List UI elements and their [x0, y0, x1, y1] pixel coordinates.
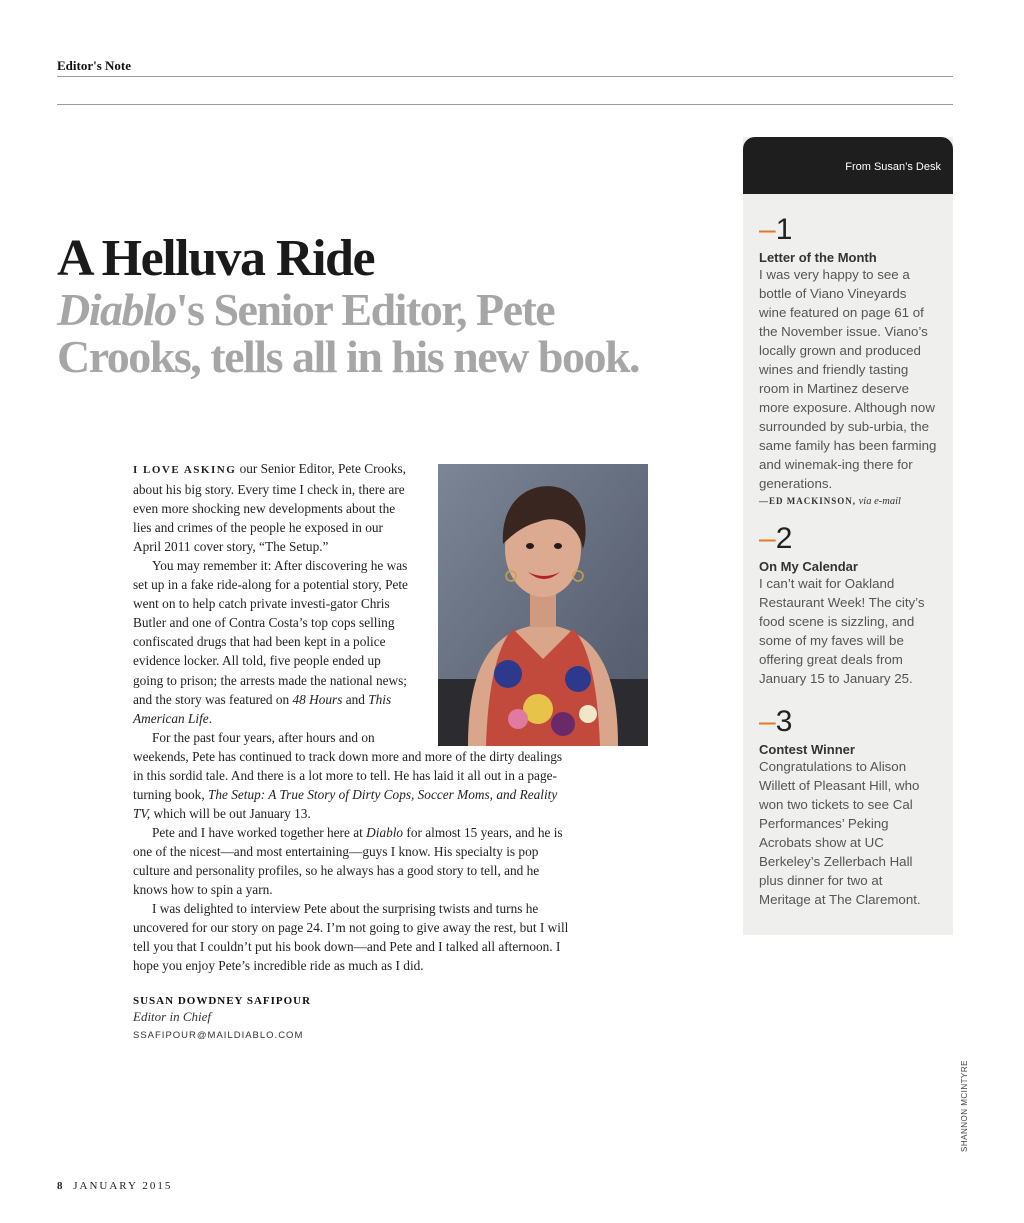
- page-footer: [57, 1180, 172, 1192]
- section-label: Editor's Note: [57, 58, 132, 73]
- lead-in: I LOVE ASKING: [133, 464, 237, 476]
- item-text: I was very happy to see a bottle of Viano Vineyards wine featured on page 61 of the November issue. Viano’s locally grown and produced wines and friendly tasting room in Martinez deserve more exposure. Although now surrounded by sub-urbia, the same family has been farming and winemak-ing there for generations.: [759, 267, 937, 491]
- item-text: Congratulations to Alison Willett of Pleasant Hill, who won two tickets to see Cal Performances’ Peking Acrobats show at UC Berkeley’s Zellerbach Hall plus dinner for two at Meritage at The Claremont.: [759, 759, 921, 907]
- paragraph-4: Pete and I have worked together here at Diablo for almost 15 years, and he is one of the nicest—and most entertaining—guys I know. His specialty is pop culture and personality profiles, so he always has a good story to tell, and he knows how to spin a yarn.: [133, 824, 563, 898]
- signature-title: Editor in Chief: [133, 1009, 211, 1024]
- issue-date: JANUARY 2015: [73, 1180, 173, 1192]
- deck-magazine-name: Diablo: [57, 284, 176, 335]
- sidebar-item-2: [743, 523, 953, 688]
- sidebar: [743, 137, 953, 935]
- headline-title: A Helluva Ride: [57, 230, 375, 287]
- paragraph-2: You may remember it: After discovering he was set up in a fake ride-along for a potential story, Pete went on to help catch private investi-gator Chris Butler and one of Contra Costa’s top cops selling confiscated drugs that had been kept in a police evidence locker. All told, five people ended up going to prison; the arrests made the national news; and the story was featured on 48 Hours and This American Life.: [133, 558, 408, 726]
- headline: [57, 232, 677, 380]
- item-number: –3: [759, 705, 793, 738]
- page-number: 8: [57, 1180, 65, 1192]
- item-text: I can’t wait for Oakland Restaurant Week! The city’s food scene is sizzling, and some of my faves will be offering great deals from January 15 to January 25.: [759, 576, 925, 686]
- item-number: –1: [759, 213, 793, 246]
- signature-email[interactable]: SSAFIPOUR@MAILDIABLO.COM: [133, 1030, 304, 1041]
- paragraph-3: For the past four years, after hours and on weekends, Pete has continued to track down more and more of the dirty dealings in this sordid tale. And there is a lot more to tell. He has laid it all out in a page-turning book, The Setup: A True Story of Dirty Cops, Soccer Moms, and Reality TV, which will be out January 13.: [133, 729, 563, 821]
- item-title: Contest Winner: [759, 742, 855, 757]
- sidebar-item-1: [743, 214, 953, 507]
- signature-block: [133, 995, 311, 1041]
- headline-deck: [57, 286, 677, 380]
- signature-name: SUSAN DOWDNEY SAFIPOUR: [133, 995, 312, 1007]
- item-credit: —ED MACKINSON, via e-mail: [759, 496, 901, 507]
- deck-text: 's Senior Editor, Pete Crooks, tells all in his new book.: [57, 284, 640, 382]
- second-rule: [57, 104, 953, 105]
- photo-credit: SHANNON MCINTYRE: [960, 1059, 969, 1152]
- item-title: Letter of the Month: [759, 250, 877, 265]
- top-rule: [57, 76, 953, 77]
- sidebar-item-3: [743, 706, 953, 909]
- paragraph-5: I was delighted to interview Pete about the surprising twists and turns he uncovered for our story on page 24. I’m not going to give away the rest, but I will tell you that I couldn’t put his book down—and Pete and I talked all afternoon. I hope you enjoy Pete’s incredible ride as much as I did.: [133, 901, 569, 974]
- item-number: –2: [759, 522, 793, 555]
- paragraph-1: I LOVE ASKING our Senior Editor, Pete Crooks, about his big story. Every time I check in, there are even more shocking new developments about the lies and crimes of the people he exposed in our April 2011 cover story, “The Setup.”: [133, 461, 406, 555]
- sidebar-header: From Susan’s Desk: [743, 137, 953, 194]
- item-title: On My Calendar: [759, 559, 858, 574]
- editor-portrait: [438, 464, 648, 746]
